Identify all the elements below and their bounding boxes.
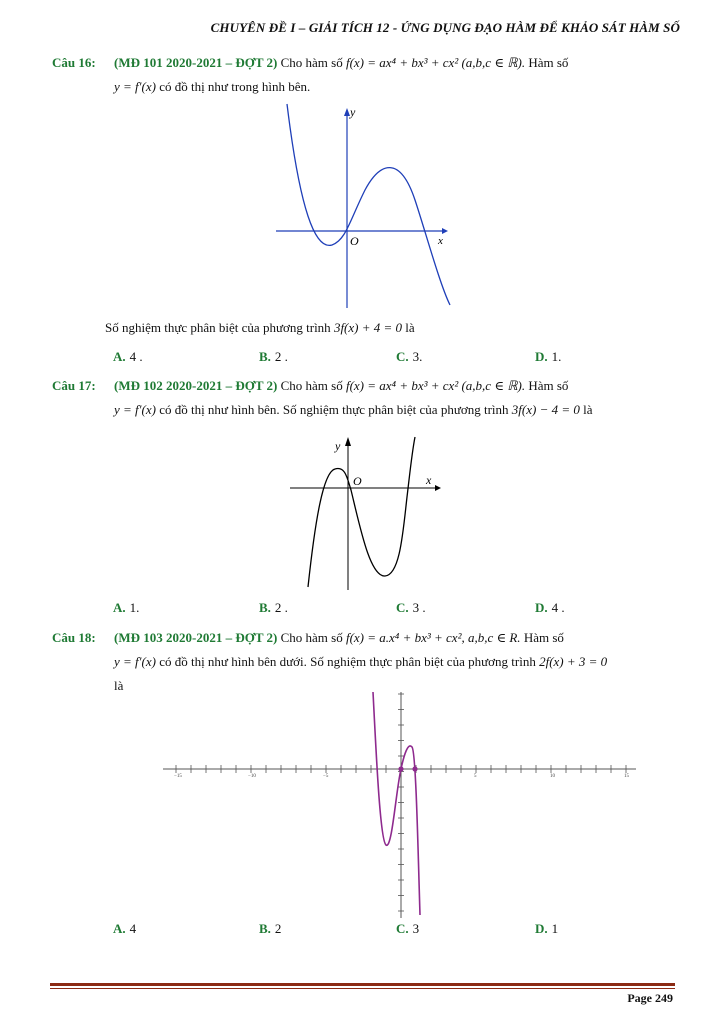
x-tick-label: −10 <box>248 774 256 779</box>
equation: 2f(x) + 3 = 0 <box>539 654 608 669</box>
answer-d[interactable]: D. 1 <box>535 921 559 936</box>
graph-q18 <box>160 690 640 920</box>
answer-a[interactable]: A. 1. <box>113 600 140 615</box>
y-label: y <box>335 439 341 453</box>
answer-c[interactable]: C. 3 . <box>396 600 426 615</box>
x-tick-label: 10 <box>550 774 555 779</box>
function-formula: f(x) = a.x⁴ + bx³ + cx², a,b,c ∈ R. <box>345 630 521 645</box>
question-text: Hàm số <box>528 378 569 393</box>
function-formula: f(x) = ax⁴ + bx³ + cx² (a,b,c ∈ ℝ). <box>345 55 526 70</box>
y-label: y <box>350 105 356 119</box>
x-label: x <box>426 473 432 487</box>
equation: 3f(x) + 4 = 0 <box>333 320 403 335</box>
x-tick-label: 15 <box>624 774 629 779</box>
question-18 <box>52 626 674 698</box>
x-tick-label: −15 <box>174 774 182 779</box>
footer-rule <box>50 988 675 989</box>
question-16 <box>52 51 674 99</box>
x-tick-label: 5 <box>474 774 477 779</box>
answer-c[interactable]: C. 3 <box>396 921 420 936</box>
question-number: Câu 16: <box>52 55 96 70</box>
derivative-notation: y = f′(x) <box>114 79 156 94</box>
root-point <box>412 766 417 771</box>
footer-rule <box>50 983 675 986</box>
prompt-text: Số nghiệm thực phân biệt của phương trình <box>105 320 331 335</box>
answer-a[interactable]: A. 4 . <box>113 349 143 364</box>
derivative-curve <box>373 692 420 915</box>
x-label: x <box>438 235 443 247</box>
answer-b[interactable]: B. 2 <box>259 921 282 936</box>
page-header: CHUYÊN ĐỀ I – GIẢI TÍCH 12 - ỨNG DỤNG ĐẠO HÀM ĐỂ KHẢO SÁT HÀM SỐ <box>210 20 680 35</box>
answer-d[interactable]: D. 1. <box>535 349 562 364</box>
derivative-curve <box>308 437 415 587</box>
question-source: (MĐ 103 2020-2021 – ĐỢT 2) <box>114 630 278 645</box>
derivative-notation: y = f′(x) <box>114 402 156 417</box>
question-text: Cho hàm số <box>280 630 343 645</box>
question-text: có đồ thị như trong hình bên. <box>159 79 311 94</box>
question-source: (MĐ 101 2020-2021 – ĐỢT 2) <box>114 55 278 70</box>
question-text: Hàm số <box>528 55 569 70</box>
question-17 <box>52 374 674 422</box>
page-number: Page 249 <box>627 991 673 1005</box>
derivative-notation: y = f′(x) <box>114 654 156 669</box>
question-text: là <box>583 402 593 417</box>
function-formula: f(x) = ax⁴ + bx³ + cx² (a,b,c ∈ ℝ). <box>345 378 526 393</box>
x-tick-label: −5 <box>323 774 329 779</box>
graph-q17 <box>285 432 445 592</box>
origin-label: O <box>350 234 359 248</box>
answer-b[interactable]: B. 2 . <box>259 349 288 364</box>
question-text: Cho hàm số <box>280 55 343 70</box>
answer-a[interactable]: A. 4 <box>113 921 137 936</box>
question-source: (MĐ 102 2020-2021 – ĐỢT 2) <box>114 378 278 393</box>
prompt-text: là <box>405 320 415 335</box>
root-point <box>398 766 403 771</box>
answer-d[interactable]: D. 4 . <box>535 600 565 615</box>
question-text: có đồ thị như hình bên. Số nghiệm thực phân biệt của phương trình <box>159 402 509 417</box>
question-number: Câu 18: <box>52 630 96 645</box>
question-text: Hàm số <box>523 630 564 645</box>
question-text: Cho hàm số <box>280 378 343 393</box>
question-text: có đồ thị như hình bên dưới. Số nghiệm thực phân biệt của phương trình <box>159 654 536 669</box>
x-axis-arrow-icon <box>435 485 441 491</box>
derivative-curve <box>287 104 450 305</box>
origin-label: O <box>353 474 362 488</box>
answer-b[interactable]: B. 2 . <box>259 600 288 615</box>
equation: 3f(x) − 4 = 0 <box>511 402 580 417</box>
y-axis-arrow-icon <box>345 437 351 446</box>
x-axis-arrow-icon <box>442 228 448 234</box>
graph-q16 <box>270 100 460 312</box>
question-16-prompt <box>105 316 665 340</box>
question-text: là <box>114 678 124 693</box>
answer-c[interactable]: C. 3. <box>396 349 423 364</box>
question-number: Câu 17: <box>52 378 96 393</box>
